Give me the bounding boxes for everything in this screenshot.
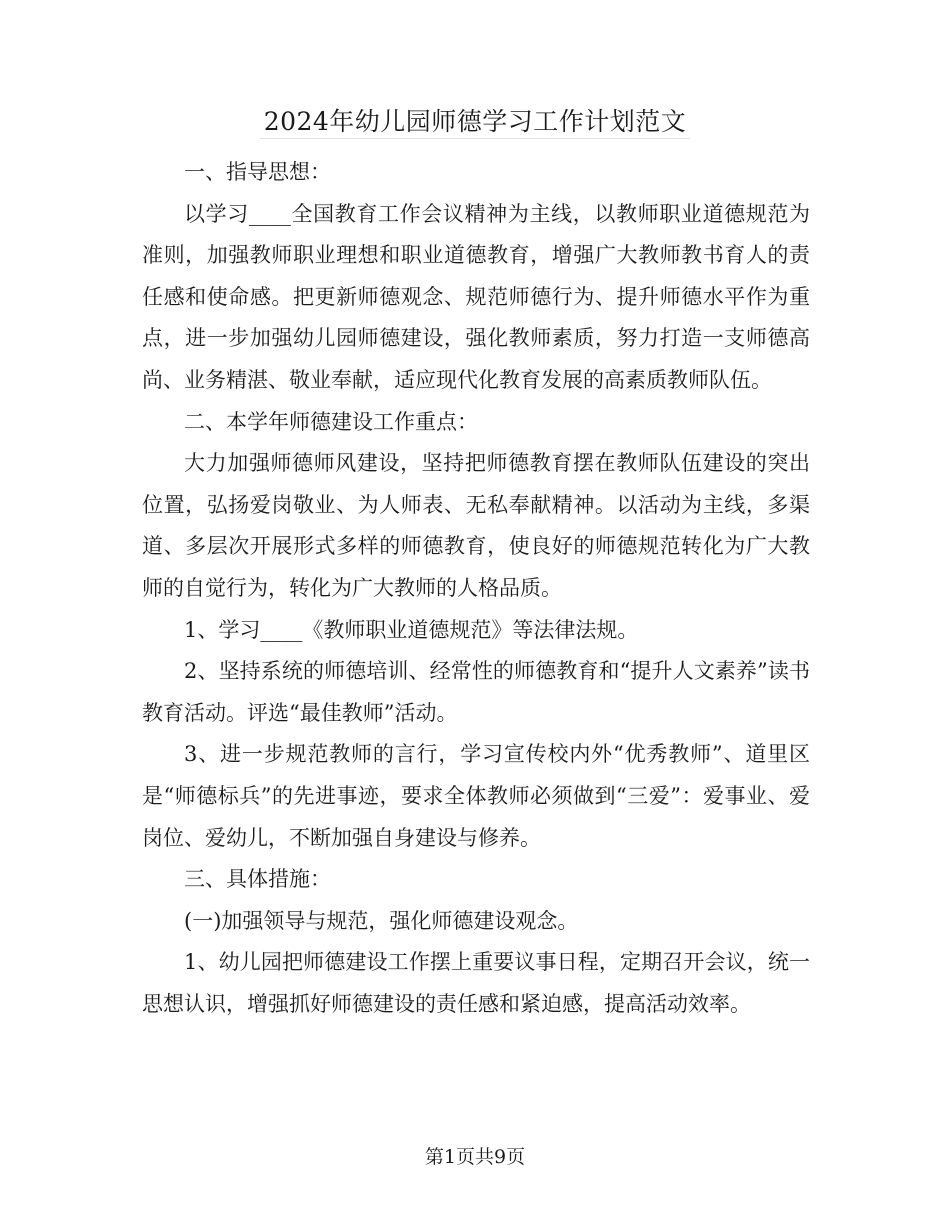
- list-item-1: 1、学习____《教师职业道德规范》等法律法规。: [184, 617, 639, 642]
- section-heading-measures: 三、具体措施：: [184, 867, 331, 892]
- section-heading-guiding-thought: 一、指导思想：: [184, 160, 331, 184]
- subsection-heading-leadership: (一)加强领导与规范，强化师德建设观念。: [184, 908, 579, 933]
- measure-item-1: 1、幼儿园把师德建设工作摆上重要议事日程，定期召开会议，统一思想认识，增强抓好师德建设的责任感和紧迫感，提高活动效率。: [142, 950, 810, 1016]
- document-body: [142, 152, 810, 1025]
- paragraph-guiding-thought: 以学习____全国教育工作会议精神为主线，以教师职业道德规范为准则，加强教师职业理想和职业道德教育，增强广大教师教书育人的责任感和使命感。把更新师德观念、规范师德行为、提升师德水平作为重点，进一步加强幼儿园师德建设，强化教师素质，努力打造一支师德高尚、业务精湛、敬业奉献，适应现代化教育发展的高素质教师队伍。: [142, 201, 810, 392]
- page-number-footer: 第1页共9页: [424, 1146, 526, 1168]
- list-item-2: 2、坚持系统的师德培训、经常性的师德教育和“提升人文素养”读书教育活动。评选“最佳教师”活动。: [142, 659, 810, 725]
- paragraph-key-work: 大力加强师德师风建设，坚持把师德教育摆在教师队伍建设的突出位置，弘扬爱岗敬业、为人师表、无私奉献精神。以活动为主线，多渠道、多层次开展形式多样的师德教育，使良好的师德规范转化为广大教师的自觉行为，转化为广大教师的人格品质。: [142, 451, 810, 600]
- document-title-text: 2024年幼儿园师德学习工作计划范文: [260, 107, 691, 139]
- document-title: [0, 100, 950, 144]
- list-item-3: 3、进一步规范教师的言行，学习宣传校内外“优秀教师”、道里区是“师德标兵”的先进事迹，要求全体教师必须做到“三爱”：爱事业、爱岗位、爱幼儿，不断加强自身建设与修养。: [142, 742, 810, 850]
- section-heading-key-work: 二、本学年师德建设工作重点：: [184, 409, 478, 434]
